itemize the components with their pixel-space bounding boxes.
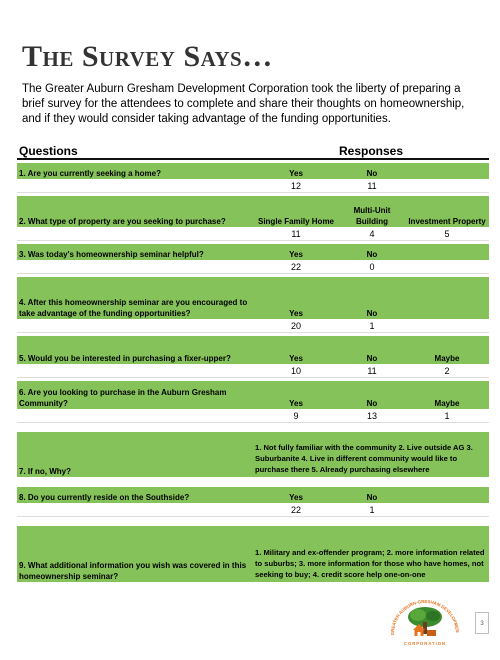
response-count: 13 xyxy=(339,409,405,422)
response-count: 4 xyxy=(339,227,405,240)
response-option: Investment Property xyxy=(405,196,489,227)
response-option: Yes xyxy=(253,381,339,409)
response-count xyxy=(405,179,489,192)
response-option: No xyxy=(339,336,405,364)
response-count xyxy=(405,503,489,516)
questions-header: Questions xyxy=(17,142,253,159)
response-count-row xyxy=(17,260,489,273)
gagdc-logo xyxy=(386,594,464,648)
response-count xyxy=(405,260,489,273)
response-option: No xyxy=(339,163,405,179)
response-option: No xyxy=(339,487,405,503)
response-count: 22 xyxy=(253,503,339,516)
response-count: 11 xyxy=(253,227,339,240)
response-count-row xyxy=(17,319,489,332)
free-text-answer: 1. Not fully familiar with the community 2. Live outside AG 3. Suburbanite 4. Live in different community would like to purchase there 5. Already purchasing elsewhere xyxy=(253,432,489,477)
survey-table xyxy=(17,142,489,582)
logo-arc-text: GREATER AUBURN-GRESHAM DEVELOPMEN xyxy=(389,598,460,636)
response-option: Yes xyxy=(253,277,339,319)
response-count: 0 xyxy=(339,260,405,273)
question-text: 5. Would you be interested in purchasing a fixer-upper? xyxy=(17,336,253,364)
response-option: No xyxy=(339,277,405,319)
response-option: Yes xyxy=(253,487,339,503)
question-text: 1. Are you currently seeking a home? xyxy=(17,163,253,179)
response-count-row xyxy=(17,503,489,516)
response-count: 10 xyxy=(253,364,339,377)
response-option: Yes xyxy=(253,244,339,260)
response-count-row xyxy=(17,227,489,240)
response-option: Yes xyxy=(253,336,339,364)
question-row xyxy=(17,381,489,409)
response-option: Maybe xyxy=(405,336,489,364)
question-text: 7. If no, Why? xyxy=(17,432,253,477)
page-title: The Survey Says… xyxy=(22,40,273,73)
response-option: Maybe xyxy=(405,381,489,409)
table-header-row xyxy=(17,142,489,159)
response-option xyxy=(405,277,489,319)
question-row xyxy=(17,277,489,319)
response-option xyxy=(405,487,489,503)
intro-paragraph: The Greater Auburn Gresham Development Corporation took the liberty of preparing a brief survey for the attendees to complete and share their thoughts on homeownership, and if they would consider taking advantage of the funding opportunities. xyxy=(22,83,465,125)
response-count: 20 xyxy=(253,319,339,332)
question-text: 2. What type of property are you seeking to purchase? xyxy=(17,196,253,227)
response-count-row xyxy=(17,409,489,422)
response-count: 1 xyxy=(405,409,489,422)
response-count: 9 xyxy=(253,409,339,422)
response-option: No xyxy=(339,381,405,409)
response-count: 2 xyxy=(405,364,489,377)
response-option xyxy=(405,163,489,179)
question-row xyxy=(17,526,489,582)
response-option: Single Family Home xyxy=(253,196,339,227)
question-text: 4. After this homeownership seminar are you encouraged to take advantage of the funding opportunities? xyxy=(17,277,253,319)
page-number: 3 xyxy=(475,612,489,634)
response-count: 11 xyxy=(339,364,405,377)
question-row xyxy=(17,244,489,260)
logo-bottom-text: CORPORATION xyxy=(403,641,447,646)
question-row xyxy=(17,196,489,227)
response-count: 12 xyxy=(253,179,339,192)
question-text: 9. What additional information you wish was covered in this homeownership seminar? xyxy=(17,526,253,582)
question-row xyxy=(17,487,489,503)
response-count: 1 xyxy=(339,503,405,516)
question-row xyxy=(17,163,489,179)
responses-header: Responses xyxy=(253,142,489,159)
question-text: 8. Do you currently reside on the Southside? xyxy=(17,487,253,503)
question-text: 3. Was today's homeownership seminar helpful? xyxy=(17,244,253,260)
response-count-row xyxy=(17,364,489,377)
question-row xyxy=(17,336,489,364)
response-option: Yes xyxy=(253,163,339,179)
response-count: 1 xyxy=(339,319,405,332)
question-text: 6. Are you looking to purchase in the Auburn Gresham Community? xyxy=(17,381,253,409)
response-option: No xyxy=(339,244,405,260)
response-count xyxy=(405,319,489,332)
response-option xyxy=(405,244,489,260)
question-row xyxy=(17,432,489,477)
response-count: 22 xyxy=(253,260,339,273)
response-count-row xyxy=(17,179,489,192)
response-option: Multi-Unit Building xyxy=(339,196,405,227)
response-count: 5 xyxy=(405,227,489,240)
free-text-answer: 1. Military and ex-offender program; 2. more information related to suburbs; 3. more information for those who have homes, not seeking to buy; 4. credit score help one-on-one xyxy=(253,526,489,582)
response-count: 11 xyxy=(339,179,405,192)
